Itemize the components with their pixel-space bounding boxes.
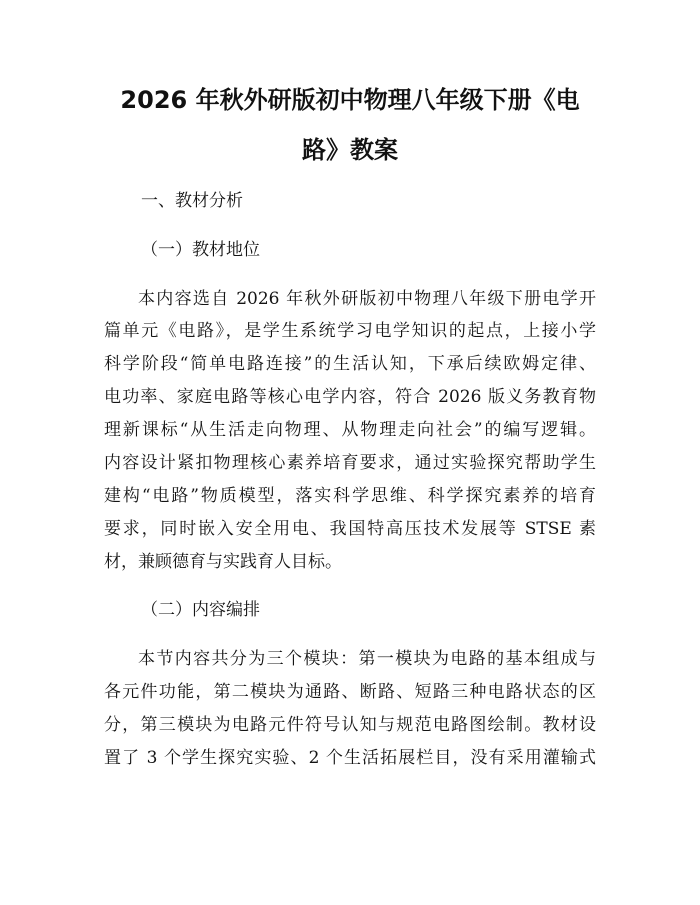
- paragraph-line: 材，兼顾德育与实践育人目标。: [104, 552, 342, 572]
- paragraph-line: 本内容选自 2026 年秋外研版初中物理八年级下册电学开: [138, 289, 596, 309]
- paragraph-line: 理新课标“从生活走向物理、从物理走向社会”的编写逻辑。: [104, 420, 596, 440]
- subsection-heading: （一）教材地位: [141, 240, 260, 260]
- paragraph-line: 要求，同时嵌入安全用电、我国特高压技术发展等 STSE 素: [104, 519, 596, 539]
- document-title-line-1: 2026 年秋外研版初中物理八年级下册《电: [120, 86, 580, 114]
- subsection-heading: （二）内容编排: [141, 600, 260, 620]
- section-heading: 一、教材分析: [141, 191, 243, 211]
- paragraph-line: 篇单元《电路》，是学生系统学习电学知识的起点，上接小学: [104, 321, 596, 341]
- paragraph-line: 各元件功能，第二模块为通路、断路、短路三种电路状态的区: [104, 682, 596, 702]
- paragraph-line: 内容设计紧扣物理核心素养培育要求，通过实验探究帮助学生: [104, 453, 596, 473]
- paragraph-line: 置了 3 个学生探究实验、2 个生活拓展栏目，没有采用灌输式: [104, 748, 596, 768]
- paragraph-line: 本节内容共分为三个模块：第一模块为电路的基本组成与: [138, 649, 596, 669]
- document-title-line-2: 路》教案: [302, 136, 398, 164]
- paragraph-line: 科学阶段“简单电路连接”的生活认知，下承后续欧姆定律、: [104, 354, 596, 374]
- paragraph-line: 分，第三模块为电路元件符号认知与规范电路图绘制。教材设: [104, 715, 596, 735]
- paragraph-line: 建构“电路”物质模型，落实科学思维、科学探究素养的培育: [104, 486, 596, 506]
- paragraph-line: 电功率、家庭电路等核心电学内容，符合 2026 版义务教育物: [104, 387, 596, 407]
